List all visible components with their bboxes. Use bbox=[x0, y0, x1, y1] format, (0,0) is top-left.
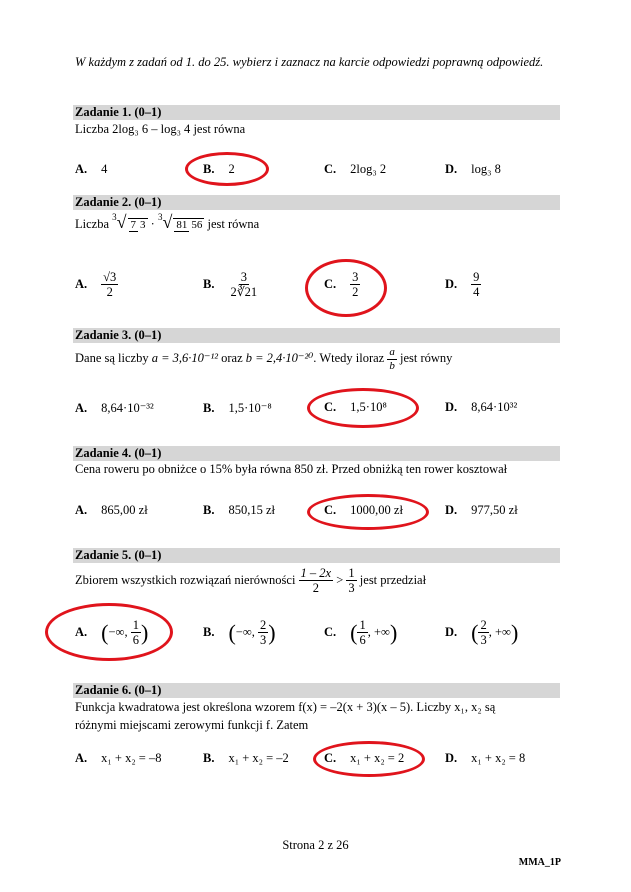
task-5-option-b[interactable]: B. (−∞, $\frac{2}{3}$ ) bbox=[203, 618, 276, 648]
page-number: Strona 2 z 26 bbox=[282, 838, 349, 852]
task-3-option-b[interactable]: B. 1,5·10⁻⁸ bbox=[203, 401, 272, 415]
task-5-option-a[interactable]: A. (−∞, $\frac{1}{6}$ ) bbox=[75, 618, 149, 648]
task-1-option-b[interactable]: B. 2 bbox=[203, 162, 235, 176]
task-6-option-c[interactable]: C. x₁ + x₂ = 2 bbox=[324, 751, 405, 765]
task-6-option-a[interactable]: A. x₁ + x₂ = –8 bbox=[75, 751, 162, 765]
task-4-option-b[interactable]: B. 850,15 zł bbox=[203, 503, 275, 517]
task-5-statement: Zbiorem wszystkich rozwiązań nierówności $\frac{1 - 2x}{2}$ > $\frac{1}{3}$ jest przedział bbox=[75, 566, 427, 596]
task-2-header: Zadanie 2. (0–1) bbox=[73, 195, 560, 210]
task-1-option-a[interactable]: A. 4 bbox=[75, 162, 108, 176]
task-5-option-c[interactable]: C. ( $\frac{1}{6}$ , +∞) bbox=[324, 618, 398, 648]
task-3-header: Zadanie 3. (0–1) bbox=[73, 328, 560, 343]
task-6-statement-line2: różnymi miejscami zerowymi funkcji f. Zatem bbox=[75, 718, 309, 732]
task-1-statement: Liczba 2log₃ 6 – log₃ 4 jest równa bbox=[75, 122, 246, 136]
task-3-option-d[interactable]: D. 8,64·10³² bbox=[445, 400, 518, 414]
task-6-statement: Funkcja kwadratowa jest określona wzorem f(x) = –2(x + 3)(x – 5). Liczby x₁, x₂ są bbox=[75, 700, 496, 714]
task-2-option-c[interactable]: C. $\frac{3}{2}$ bbox=[324, 270, 359, 300]
task-5-option-d[interactable]: D. ( $\frac{2}{3}$ , +∞) bbox=[445, 618, 519, 648]
task-4-header: Zadanie 4. (0–1) bbox=[73, 446, 560, 461]
task-2-statement: Liczba $^3$√ 7 3 · $^3$√ 81 56 jest równa bbox=[75, 212, 260, 232]
document-code: MMA_1P bbox=[518, 857, 561, 868]
task-4-option-c[interactable]: C. 1000,00 zł bbox=[324, 503, 403, 517]
task-3-option-a[interactable]: A. 8,64·10⁻³² bbox=[75, 401, 154, 415]
task-1-header: Zadanie 1. (0–1) bbox=[73, 105, 560, 120]
task-4-option-a[interactable]: A. 865,00 zł bbox=[75, 503, 148, 517]
task-6-header: Zadanie 6. (0–1) bbox=[73, 683, 560, 698]
task-6-option-b[interactable]: B. x₁ + x₂ = –2 bbox=[203, 751, 289, 765]
task-1-option-c[interactable]: C. 2log₃ 2 bbox=[324, 162, 387, 176]
task-3-statement: Dane są liczby a = 3,6·10⁻¹² oraz b = 2,4·10⁻²⁰. Wtedy iloraz $\frac{a}{b}$ jest równy bbox=[75, 346, 453, 372]
task-4-option-d[interactable]: D. 977,50 zł bbox=[445, 503, 518, 517]
task-3-option-c[interactable]: C. 1,5·10⁸ bbox=[324, 400, 387, 414]
task-2-option-d[interactable]: D. $\frac{9}{4}$ bbox=[445, 270, 480, 300]
instructions: W każdym z zadań od 1. do 25. wybierz i zaznacz na karcie odpowiedzi poprawną odpowiedź. bbox=[75, 55, 544, 69]
task-6-option-d[interactable]: D. x₁ + x₂ = 8 bbox=[445, 751, 526, 765]
task-2-option-b[interactable]: B. $\frac{3}{2∛21}$ bbox=[203, 270, 258, 300]
task-1-option-d[interactable]: D. log₃ 8 bbox=[445, 162, 501, 176]
task-4-statement: Cena roweru po obniżce o 15% była równa 850 zł. Przed obniżką ten rower kosztował bbox=[75, 462, 508, 476]
task-2-option-a[interactable]: A. $\frac{√3}{2}$ bbox=[75, 270, 117, 300]
task-5-header: Zadanie 5. (0–1) bbox=[73, 548, 560, 563]
